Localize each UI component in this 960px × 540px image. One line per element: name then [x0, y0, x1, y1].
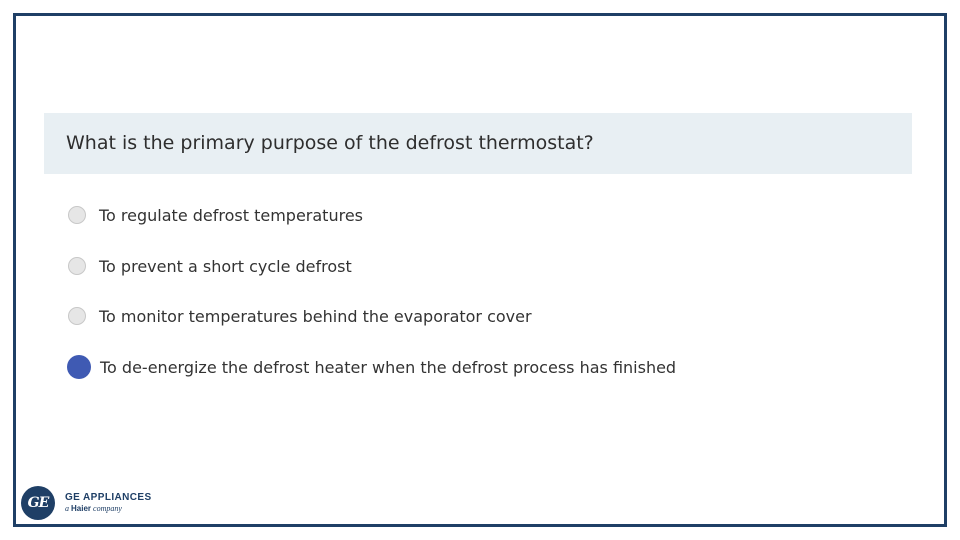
- option-label: To regulate defrost temperatures: [99, 205, 363, 225]
- option-label: To monitor temperatures behind the evaporator cover: [99, 306, 532, 326]
- slide-frame: [13, 13, 947, 527]
- question-bar: [44, 113, 912, 174]
- radio-button[interactable]: [68, 307, 86, 325]
- option-2[interactable]: [68, 253, 352, 279]
- logo-text: [65, 493, 152, 513]
- option-label: To de-energize the defrost heater when the defrost process has finished: [100, 357, 677, 377]
- option-1[interactable]: [68, 202, 363, 228]
- option-label: To prevent a short cycle defrost: [99, 256, 352, 276]
- radio-button-selected[interactable]: [67, 355, 91, 379]
- radio-button[interactable]: [68, 257, 86, 275]
- radio-button[interactable]: [68, 206, 86, 224]
- option-4[interactable]: [68, 354, 676, 380]
- ge-appliances-logo: [21, 486, 152, 520]
- brand-tagline: a Haier company: [65, 504, 122, 513]
- brand-name: GE APPLIANCES: [65, 492, 152, 503]
- question-text: What is the primary purpose of the defrost thermostat?: [66, 132, 594, 154]
- ge-monogram-icon: GE: [21, 486, 55, 520]
- option-3[interactable]: [68, 303, 532, 329]
